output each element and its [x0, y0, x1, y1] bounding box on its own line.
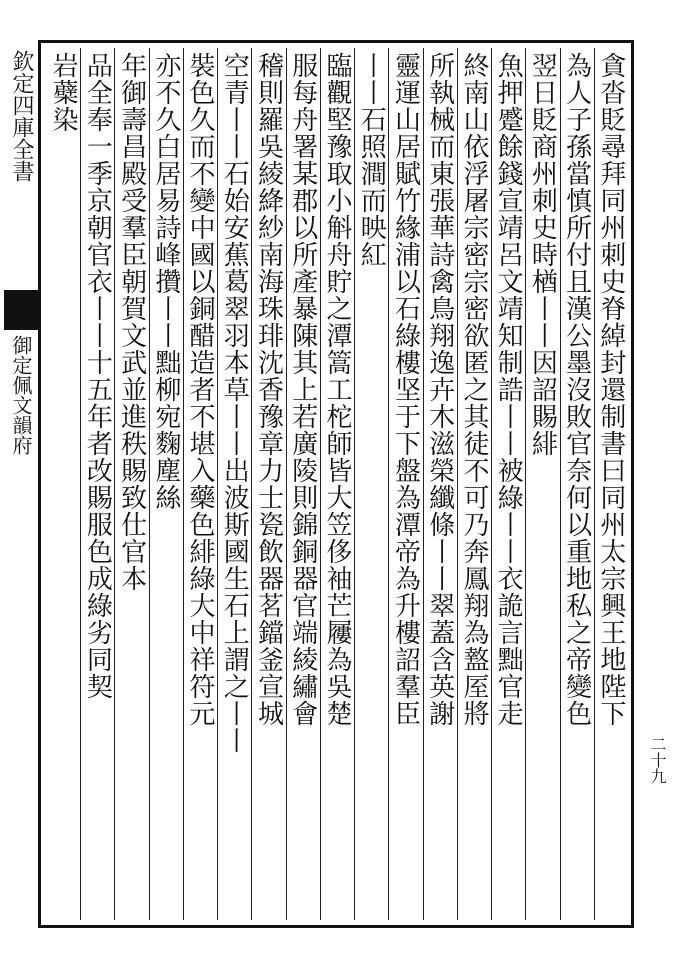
- text-column: 所執械而東張華詩禽鳥翔逸卉木滋榮纖條丨丨翠蓋含英謝: [424, 52, 455, 727]
- text-column: 服每舟署某郡以所產暴陳其上若廣陵則錦銅器官端綾繡會: [287, 52, 318, 727]
- text-column: 魚押蹙餘錢宣靖呂文靖知制誥丨丨被綠丨丨衣詭言黜官走: [493, 52, 524, 727]
- text-column: 年御壽昌殿受羣臣朝賀文武並進秩賜致仕官本: [116, 52, 147, 592]
- page-number: 二十九: [648, 736, 667, 784]
- text-column: 臨觀堅豫取小斛舟貯之潭篙工柁師皆大笠侈袖芒屨為吳楚: [322, 52, 352, 727]
- fishtail-mark: [4, 290, 38, 330]
- margin-subtitle: 御定佩文韻府: [9, 335, 33, 455]
- margin-title: 欽定四庫全書: [9, 50, 34, 182]
- text-column: 裝色久而不變中國以銅醋造者不堪入藥色緋綠大中祥符元: [185, 52, 216, 727]
- text-column: 丨丨石照澗而映紅: [356, 52, 387, 268]
- text-column: 亦不久白居易詩峰攢丨丨黜柳宛麴塵絲: [150, 52, 181, 511]
- text-column: 品全奉一季京朝官衣丨丨十五年者改賜服色成綠劣同契: [82, 52, 113, 700]
- text-column: 空青丨丨石始安蕉葛翠羽本草丨丨出波斯國生石上謂之丨丨: [219, 52, 250, 754]
- text-column: 稽則羅吳綾絳紗南海珠琲沈香豫章力士瓷飲器茗鐺釜宣城: [253, 52, 284, 727]
- text-column: 為人子孫當慎所付且漢公墨沒敗官奈何以重地私之帝變色: [561, 52, 592, 727]
- text-column: 貪沓貶尋拜同州刺史脊綽封還制書曰同州太宗興王地陛下: [595, 52, 626, 727]
- text-column: 翌日貶商州刺史時楢丨丨因詔賜緋: [527, 52, 558, 457]
- text-column: 終南山依浮屠宗密宗密欲匿之其徒不可乃奔鳳翔為盩厔將: [458, 52, 489, 727]
- text-column: 靈運山居賦竹緣浦以石綠樓坚于下盤為潭帝為升樓詔羣臣: [390, 52, 421, 727]
- text-column: 岩蘗染: [48, 52, 79, 133]
